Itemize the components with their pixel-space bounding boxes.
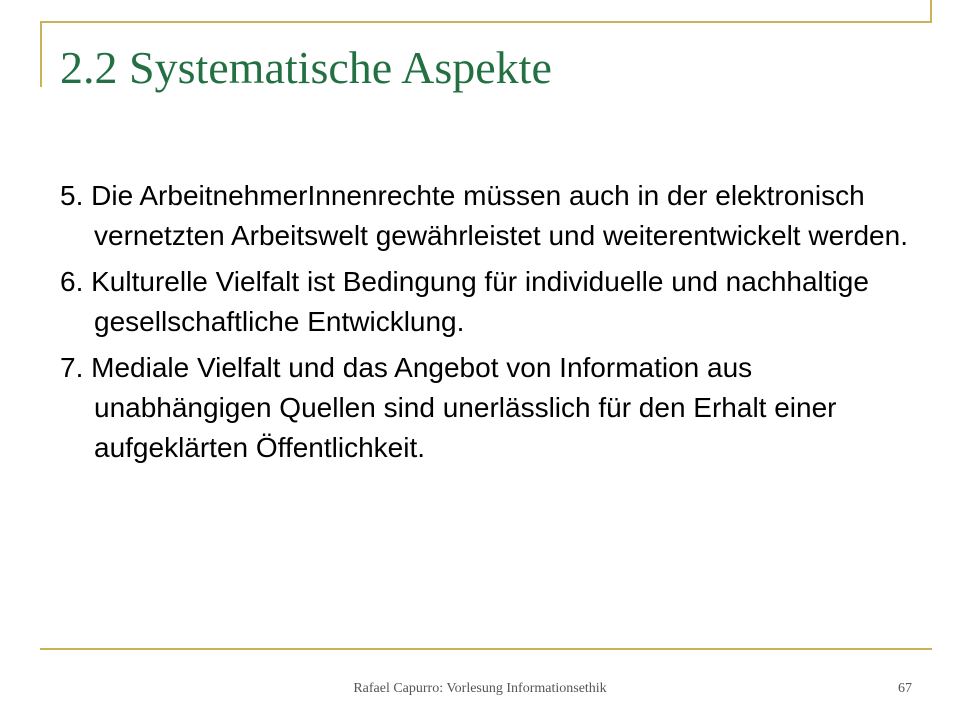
- top-divider: [40, 21, 932, 23]
- right-divider: [930, 0, 932, 23]
- list-item: 7. Mediale Vielfalt und das Angebot von Information aus unabhängigen Quellen sind unerlässlich für den Erhalt einer aufgeklärten Öffentlichkeit.: [60, 352, 837, 463]
- left-divider: [40, 21, 42, 87]
- slide-title: 2.2 Systematische Aspekte: [60, 42, 552, 93]
- list-item: 5. Die ArbeitnehmerInnenrechte müssen auch in der elektronisch vernetzten Arbeitswelt gewährleistet und weiterentwickelt werden.: [60, 180, 908, 251]
- footer-text: Rafael Capurro: Vorlesung Informationsethik: [353, 681, 607, 696]
- content-list: [60, 176, 920, 474]
- bottom-divider: [40, 648, 932, 650]
- list-item: 6. Kulturelle Vielfalt ist Bedingung für individuelle und nachhaltige gesellschaftliche Entwicklung.: [60, 266, 869, 337]
- page-number: 67: [898, 681, 912, 696]
